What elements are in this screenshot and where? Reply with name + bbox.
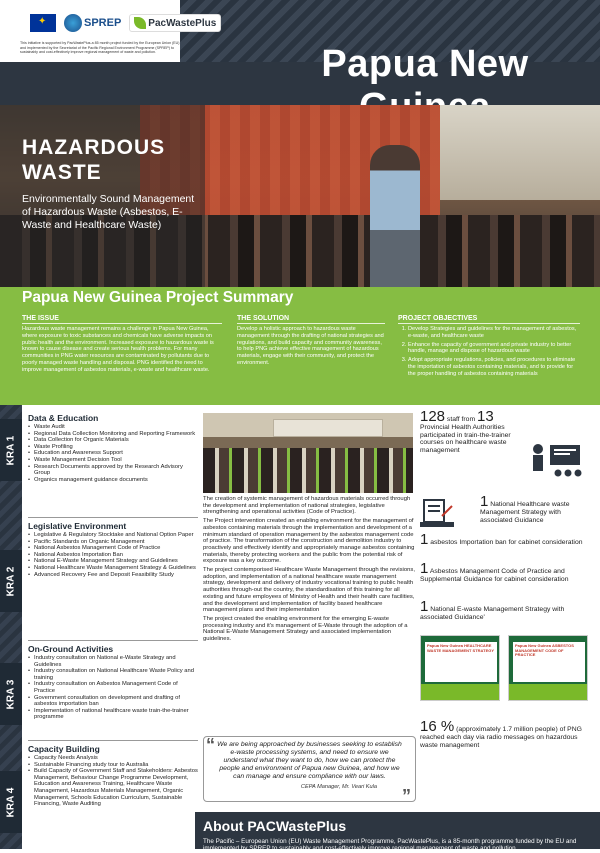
hero-title <box>22 135 165 185</box>
outcome-paragraph: The Project intervention created an enabling environment for the management of asbestos containing materials through the implementation and development of a minimum standard of operation management by the asbestos management code of practice. The transformation of the construction and demolition industry to proactively and effectively identify and appropriately manage asbestos containing materials, thereby protecting workers and the public from the potential risk of exposure was a key outcome. <box>203 518 415 565</box>
list-item: • Capacity Needs Analysis <box>28 755 198 762</box>
list-item: • Advanced Recovery Fee and Deposit Feasibility Study <box>28 572 198 579</box>
summary-title: Papua New Guinea Project Summary <box>22 289 294 306</box>
list-item: • Regional Data Collection Monitoring and Reporting Framework <box>28 431 198 438</box>
issue-text: Hazardous waste management remains a challenge in Papua New Guinea, where exposure to toxic substances and chemicals have adverse impacts on public health and the environment. Increased exposure to hazardous waste is known to cause disease and create serious health problems. For many communities in PNG water resources are contaminated by pollutants due to poorly managed waste handling and disposal. PNG identified the need to improve management of asbestos materials, e-waste and healthcare waste. <box>22 326 214 373</box>
list-item: • Organics management guidance documents <box>28 477 198 484</box>
close-quote-icon: ” <box>402 786 411 806</box>
stat-ban-text: asbestos Importation ban for cabinet consideration <box>430 539 583 546</box>
stat-radio-line <box>420 718 585 749</box>
asbestos-code-cover <box>508 635 588 701</box>
solution-column <box>237 315 385 367</box>
stat-ewaste-text: National E-waste Management Strategy with associated Guidance' <box>420 606 565 621</box>
kra-item-list <box>28 532 198 578</box>
stat-asbestos-ban <box>420 531 590 548</box>
quote-text: We are being approached by businesses seeking to establish e-waste processing systems, and need to ensure we understand what they want to do, how we can protect the people and environment of Papua new Guinea, and how we can manage and ensure compliance with our laws. <box>217 741 402 780</box>
kra-section-data-education <box>28 413 198 483</box>
trainer-icon <box>528 441 588 481</box>
about-title: About PACWastePlus <box>203 818 347 834</box>
list-item: • Waste Audit <box>28 424 198 431</box>
objectives-heading: PROJECT OBJECTIVES <box>398 315 580 324</box>
objective-item: 3. Adopt appropriate regulations, policies, and procedures to eliminate the importation of asbestos containing materials, and to provide for the proper handling of asbestos containing materials <box>408 357 580 377</box>
document-covers <box>420 635 590 701</box>
objective-item: 2. Enhance the capacity of government and private industry to better handle, manage and dispose of hazardous waste <box>408 342 580 356</box>
cover-band <box>509 684 587 700</box>
kra-tab-3 <box>0 663 22 725</box>
stat-trained-count: 128 <box>420 408 446 425</box>
list-item: • Data Collection for Organic Materials <box>28 437 198 444</box>
hero-window <box>440 105 600 200</box>
kra-tab-label: KRA 3 <box>5 679 17 709</box>
kra-item-list <box>28 655 198 721</box>
outcome-paragraph: The project contemporised Healthcare Waste Management through the revisions, adoption, and implementation of a national healthcare waste management strategy, development and delivery of industry vocational training to public health authorities through-out the country, the standardisation of this training for all existing and future employees of Ministry of Health and their health care facilities, and the development and implementation of facility based healthcare management plans and their implementation <box>203 567 415 614</box>
sprep-logo-text: SPREP <box>84 17 122 29</box>
stat-strategy-count: 1 <box>480 493 489 510</box>
list-item: • Sustainable Financing study tour to Australia <box>28 762 198 769</box>
funding-disclaimer: This initiative is supported by PacWastePlus-a 85 month project funded by the European Union (EU) and implemented by the Secretariat of the Pacific Regional Environment Programme (SPREP) to sustainably and cost-effectively improve regional management of waste and pollution. <box>20 41 180 55</box>
photo-banner <box>273 419 383 437</box>
kra-tab-label: KRA 2 <box>5 566 17 596</box>
kra-section-title: Legislative Environment <box>28 521 127 531</box>
objectives-column <box>398 315 580 380</box>
hero-speaker <box>370 145 420 287</box>
kra-item-list <box>28 755 198 808</box>
kra-item-list <box>28 424 198 483</box>
hero-title-line2: WASTE <box>22 161 102 184</box>
list-item: • National E-Waste Management Strategy and Guidelines <box>28 558 198 565</box>
project-summary <box>0 287 600 405</box>
stat-ban-line <box>420 531 585 548</box>
cover-title: Papua New Guinea HEALTHCARE WASTE MANAGEMENT STRATEGY <box>427 643 495 653</box>
stat-trained-line <box>420 408 525 425</box>
list-item: • Research Documents approved by the Research Advisory Group <box>28 464 198 477</box>
stat-authorities-count: 13 <box>477 408 494 425</box>
kra-tab-label: KRA 4 <box>5 787 17 817</box>
stat-ewaste-strategy <box>420 598 590 622</box>
list-item: • National Healthcare Waste Management Strategy & Guidelines <box>28 565 198 572</box>
stat-ewaste-count: 1 <box>420 598 429 615</box>
cover-title: Papua New Guinea ASBESTOS MANAGEMENT CODE OF PRACTICE <box>515 643 574 658</box>
stat-trained-text: Provincial Health Authorities participated in train-the-trainer courses on healthcare waste management <box>420 423 511 455</box>
page-header <box>0 0 600 105</box>
country-title: Papua New <box>321 43 529 85</box>
list-item: • Build Capacity of Government Staff and Stakeholders: Asbestos Management, Behaviour Change Programme Development, Education and Awareness Training, Healthcare Waste Management, Hazardous Materials Management, Organic Management, Schools Education Curriculum, Sustainable Financing, Waste Auditing <box>28 768 198 808</box>
kra-divider <box>28 517 198 518</box>
issue-heading: THE ISSUE <box>22 315 222 324</box>
stat-code-line <box>420 560 585 584</box>
kra-section-title: Data & Education <box>28 413 99 423</box>
objectives-list <box>398 326 580 378</box>
stat-ewaste-line <box>420 598 585 622</box>
list-item: • Industry consultation on Asbestos Management Code of Practice <box>28 681 198 694</box>
cover-band <box>421 684 499 700</box>
kra-divider <box>28 740 198 741</box>
objective-item: 1. Develop Strategies and guidelines for the management of asbestos, e-waste, and healthcare waste <box>408 326 580 340</box>
quote-box <box>203 735 416 806</box>
stat-radio-text: (approximately 1.7 million people) of PNG reached each day via radio messages on hazardous waste management <box>420 726 582 749</box>
list-item: • National Asbestos Importation Ban <box>28 552 198 559</box>
kra-tab-4 <box>0 771 22 833</box>
list-item: • Waste Management Decision Tool <box>28 457 198 464</box>
leaf-icon <box>134 17 146 29</box>
hero-subtitle: Environmentally Sound Management of Hazardous Waste (Asbestos, E-Waste and Healthcare Waste) <box>22 193 195 231</box>
list-item: • Waste Profiling <box>28 444 198 451</box>
hero-title-line1: HAZARDOUS <box>22 136 166 159</box>
kra-section-legislative <box>28 521 198 578</box>
stat-code-count: 1 <box>420 560 429 577</box>
group-photo <box>203 413 413 493</box>
list-item: • Implementation of national healthcare waste train-the-trainer programme <box>28 708 198 721</box>
sprep-emblem-icon <box>64 14 82 32</box>
kra-tab-1 <box>0 419 22 481</box>
stat-code-text: Asbestos Management Code of Practice and Supplemental Guidance for cabinet consideration <box>420 568 569 583</box>
stat-radio-reach <box>420 718 590 749</box>
about-text: The Pacific – European Union (EU) Waste Management Programme, PacWastePlus, is a 85-month programme funded by the EU and implemented by SPREP to sustainably and cost-effectively improve regional management of waste and pollution. <box>203 838 577 853</box>
list-item: • Industry consultation on National e-Waste Strategy and Guidelines <box>28 655 198 668</box>
stat-ban-count: 1 <box>420 531 429 548</box>
kra-section-title: On-Ground Activities <box>28 644 114 654</box>
list-item: • National Asbestos Management Code of Practice <box>28 545 198 552</box>
stat-radio-percent: 16 % <box>420 718 455 735</box>
stat-trained <box>420 408 590 455</box>
cover-title-area <box>513 642 585 682</box>
kra-tab-label: KRA 1 <box>5 435 17 465</box>
list-item: • Industry consultation on National Healthcare Waste Policy and training <box>28 668 198 681</box>
signing-icon <box>420 498 454 528</box>
list-item: • Pacific Standards on Organic Management <box>28 539 198 546</box>
kra-tab-2 <box>0 550 22 612</box>
open-quote-icon: “ <box>206 735 215 755</box>
kra-section-title: Capacity Building <box>28 744 100 754</box>
stat-strategy-line <box>480 493 590 524</box>
healthcare-strategy-cover <box>420 635 500 701</box>
kra-divider <box>28 640 198 641</box>
issue-column <box>22 315 222 374</box>
solution-heading: THE SOLUTION <box>237 315 385 324</box>
list-item: • Education and Awareness Support <box>28 450 198 457</box>
kra-section-on-ground <box>28 644 198 721</box>
kra-section-capacity <box>28 744 198 808</box>
outcome-paragraph: The creation of systemic management of hazardous materials occurred through the development and implementation of national strategies, legislative strengthening and operational activities (Code of Practice). <box>203 496 411 516</box>
sprep-logo <box>64 14 121 32</box>
partner-logos <box>30 14 221 32</box>
list-item: • Government consultation on development and drafting of asbestos importation ban <box>28 695 198 708</box>
list-item: • Legislative & Regulatory Stocktake and National Option Paper <box>28 532 198 539</box>
stat-strategy-text: National Healthcare waste Management Strategy with associated Guidance <box>480 501 570 524</box>
photo-people <box>203 448 413 493</box>
solution-text: Develop a holistic approach to hazardous waste management through the drafting of national strategies and regulations, and build capacity and community awareness, to help PNG achieve effective management of hazardous materials, engage with their community, and protect the environment. <box>237 326 384 366</box>
kra-strip <box>0 405 22 849</box>
eu-flag-logo <box>30 14 56 32</box>
cover-title-area <box>425 642 497 682</box>
outcome-paragraph: The project created the enabling environment for the emerging E-waste processing industry and it's management of E-Waste through the adoption of a National E-Waste Management Strategy and associated implementation guidelines. <box>203 615 408 643</box>
quote-author: CEPA Manager, Mr. Veari Kula <box>300 784 377 790</box>
stat-code-of-practice <box>420 560 590 584</box>
pacwasteplus-logo-text: PacWastePlus <box>148 17 217 29</box>
outcomes-text <box>203 496 416 645</box>
pacwasteplus-logo <box>129 14 221 32</box>
stat-trained-from: staff from <box>446 416 476 423</box>
